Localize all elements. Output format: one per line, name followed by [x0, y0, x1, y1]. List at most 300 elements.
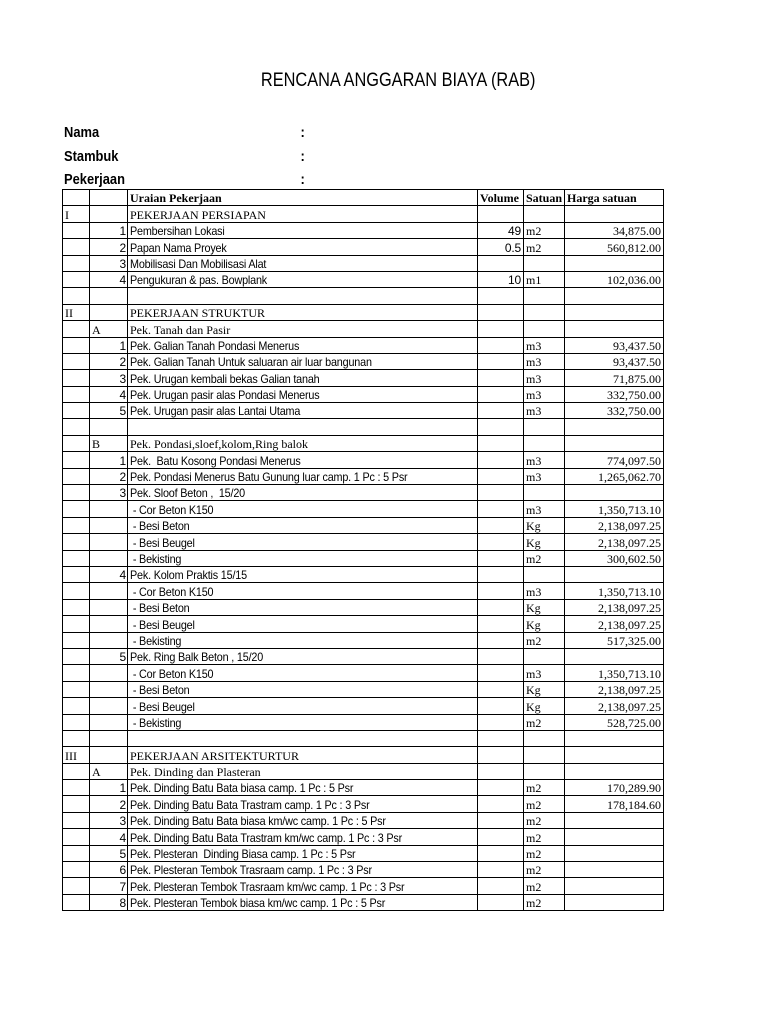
cell-section-roman: [63, 599, 90, 615]
header-uraian: Uraian Pekerjaan: [128, 190, 478, 206]
table-row: [63, 566, 664, 582]
cell-price: [565, 304, 664, 320]
description-text: - Cor Beton K150: [130, 584, 214, 599]
cell-volume: [478, 780, 524, 796]
table-row: [63, 665, 664, 681]
cell-description: [128, 665, 478, 681]
cell-volume: [478, 583, 524, 599]
cell-section-roman: [63, 796, 90, 812]
cell-volume: [478, 730, 524, 746]
cell-subsection: [90, 239, 128, 255]
cell-description: [128, 452, 478, 468]
meta-stambuk: [64, 148, 305, 165]
meta-label: Nama: [64, 124, 100, 141]
description-text: Pek. Plesteran Tembok biasa km/wc camp. 1 Pc : 5 Psr: [130, 896, 386, 911]
cell-price: 1,265,062.70: [565, 468, 664, 484]
cell-subsection: [90, 337, 128, 353]
table-header-row: [63, 190, 664, 206]
cell-unit: [524, 763, 565, 779]
cell-description: [128, 648, 478, 664]
cell-unit: m2: [524, 780, 565, 796]
description-text: Pek. Dinding Batu Bata biasa km/wc camp. 1 Pc : 5 Psr: [130, 814, 386, 829]
cell-unit: Kg: [524, 698, 565, 714]
cell-section-roman: [63, 337, 90, 353]
cell-price: 2,138,097.25: [565, 534, 664, 550]
cell-volume: [478, 665, 524, 681]
description-text: Mobilisasi Dan Mobilisasi Alat: [130, 256, 267, 271]
description-text: Pek. Dinding Batu Bata Trastram km/wc camp. 1 Pc : 3 Psr: [130, 830, 403, 845]
cell-price: 300,602.50: [565, 550, 664, 566]
cell-description: [128, 632, 478, 648]
table-row: [63, 206, 664, 222]
cell-volume: [478, 501, 524, 517]
cell-description: [128, 829, 478, 845]
cell-subsection: [90, 517, 128, 533]
cell-section-roman: [63, 485, 90, 501]
cell-description: [128, 812, 478, 828]
description-text: - Cor Beton K150: [130, 666, 214, 681]
cell-description: [128, 321, 478, 337]
description-text: Pek. Urugan kembali bekas Galian tanah: [130, 371, 320, 386]
cell-price: 528,725.00: [565, 714, 664, 730]
cell-subsection: [90, 894, 128, 910]
cell-description: [128, 370, 478, 386]
cell-description: [128, 730, 478, 746]
cell-description: [128, 239, 478, 255]
description-text: Pembersihan Lokasi: [130, 224, 225, 239]
cell-subsection: [90, 288, 128, 304]
cell-subsection: [90, 468, 128, 484]
cell-subsection: [90, 419, 128, 435]
cell-volume: [478, 845, 524, 861]
cell-volume: [478, 616, 524, 632]
meta-colon: :: [300, 171, 305, 188]
table-row: [63, 337, 664, 353]
cell-volume: [478, 812, 524, 828]
cell-section-roman: [63, 288, 90, 304]
item-number: 8: [119, 896, 126, 911]
description-text: Pek. Sloof Beton , 15/20: [130, 486, 245, 501]
cell-section-roman: [63, 878, 90, 894]
cell-volume: [478, 632, 524, 648]
description-text: Pek. Plesteran Dinding Biasa camp. 1 Pc : 5 Psr: [130, 847, 356, 862]
cell-subsection: [90, 403, 128, 419]
cell-section-roman: [63, 255, 90, 271]
cell-section-roman: [63, 763, 90, 779]
cell-subsection: [90, 632, 128, 648]
cell-subsection: [90, 714, 128, 730]
table-row: [63, 714, 664, 730]
cell-section-roman: [63, 435, 90, 451]
table-row: [63, 632, 664, 648]
cell-unit: Kg: [524, 534, 565, 550]
cell-description: [128, 271, 478, 287]
cell-section-roman: [63, 714, 90, 730]
cell-description: [128, 517, 478, 533]
cell-unit: [524, 566, 565, 582]
cell-subsection: [90, 386, 128, 402]
cell-unit: m2: [524, 632, 565, 648]
table-row: [63, 452, 664, 468]
cell-description: [128, 550, 478, 566]
cell-price: [565, 419, 664, 435]
cell-subsection: [90, 878, 128, 894]
description-text: Pek. Urugan pasir alas Pondasi Menerus: [130, 388, 320, 403]
cell-section-roman: [63, 468, 90, 484]
cell-subsection: [90, 206, 128, 222]
cell-unit: [524, 747, 565, 763]
table-row: [63, 812, 664, 828]
item-number: 1: [119, 338, 126, 353]
description-text: Pek. Dinding Batu Bata biasa camp. 1 Pc : 5 Psr: [130, 781, 354, 796]
cell-description: [128, 583, 478, 599]
cell-price: [565, 206, 664, 222]
cell-unit: [524, 485, 565, 501]
table-row: [63, 304, 664, 320]
cell-volume: [478, 255, 524, 271]
cell-section-roman: [63, 566, 90, 582]
item-number: 4: [119, 568, 126, 583]
cell-price: 1,350,713.10: [565, 665, 664, 681]
cell-subsection: [90, 485, 128, 501]
table-row: [63, 845, 664, 861]
cell-description: [128, 681, 478, 697]
table-row: [63, 829, 664, 845]
header-empty: [90, 190, 128, 206]
cell-section-roman: [63, 780, 90, 796]
header-harga: Harga satuan: [565, 190, 664, 206]
item-number: 3: [119, 814, 126, 829]
cell-subsection: [90, 730, 128, 746]
cell-price: [565, 763, 664, 779]
cell-unit: Kg: [524, 616, 565, 632]
description-text: Pek. Urugan pasir alas Lantai Utama: [130, 404, 301, 419]
table-row: [63, 763, 664, 779]
cell-description: [128, 763, 478, 779]
cell-price: 2,138,097.25: [565, 698, 664, 714]
cell-unit: [524, 648, 565, 664]
cell-section-roman: [63, 271, 90, 287]
cell-subsection: [90, 845, 128, 861]
item-number: 1: [119, 224, 126, 239]
cell-description: [128, 780, 478, 796]
cell-section-roman: [63, 698, 90, 714]
cell-section-roman: [63, 681, 90, 697]
item-number: 4: [119, 273, 126, 288]
description-text: - Bekisting: [130, 633, 182, 648]
table-row: [63, 698, 664, 714]
cell-price: [565, 435, 664, 451]
description-text: Pek. Pondasi Menerus Batu Gunung luar camp. 1 Pc : 5 Psr: [130, 470, 408, 485]
cell-unit: m2: [524, 812, 565, 828]
table-row: [63, 862, 664, 878]
header-empty: [63, 190, 90, 206]
cell-price: [565, 862, 664, 878]
cell-description: [128, 698, 478, 714]
cell-subsection: [90, 829, 128, 845]
cell-subsection: [90, 812, 128, 828]
cell-price: [565, 878, 664, 894]
cell-subsection: [90, 550, 128, 566]
meta-nama: [64, 124, 305, 141]
cell-price: 93,437.50: [565, 353, 664, 369]
cell-volume: [478, 517, 524, 533]
table-row: [63, 894, 664, 910]
description-text: - Besi Beton: [130, 683, 190, 698]
cell-unit: m3: [524, 386, 565, 402]
cell-unit: m2: [524, 550, 565, 566]
cell-volume: [478, 550, 524, 566]
cell-price: 2,138,097.25: [565, 517, 664, 533]
cell-volume: [478, 353, 524, 369]
table-row: [63, 747, 664, 763]
cell-subsection: [90, 599, 128, 615]
cell-price: 517,325.00: [565, 632, 664, 648]
cell-volume: [478, 714, 524, 730]
table-row: [63, 599, 664, 615]
cell-subsection: [90, 452, 128, 468]
cell-section-roman: II: [63, 304, 90, 320]
cell-unit: [524, 288, 565, 304]
cell-price: 560,812.00: [565, 239, 664, 255]
table-row: [63, 222, 664, 238]
cell-unit: m2: [524, 796, 565, 812]
cell-description: [128, 485, 478, 501]
description-text: Pengukuran & pas. Bowplank: [130, 273, 268, 288]
header-satuan: Satuan: [524, 190, 565, 206]
cell-price: 93,437.50: [565, 337, 664, 353]
cell-price: 1,350,713.10: [565, 583, 664, 599]
cell-subsection: [90, 583, 128, 599]
cell-description: [128, 747, 478, 763]
header-volume: Volume: [478, 190, 524, 206]
table-row: [63, 271, 664, 287]
cell-unit: m3: [524, 468, 565, 484]
cell-section-roman: [63, 321, 90, 337]
description-text: - Besi Beugel: [130, 535, 195, 550]
item-number: 3: [119, 371, 126, 386]
cell-subsection: [90, 796, 128, 812]
subsection-letter: A: [92, 322, 101, 337]
cell-volume: [478, 468, 524, 484]
subsection-letter: B: [92, 437, 101, 452]
cell-volume: [478, 452, 524, 468]
cell-volume: [478, 878, 524, 894]
cell-volume: [478, 681, 524, 697]
cell-unit: m2: [524, 845, 565, 861]
cell-unit: Kg: [524, 517, 565, 533]
cell-description: [128, 353, 478, 369]
cell-price: 332,750.00: [565, 386, 664, 402]
description-text: - Besi Beugel: [130, 617, 195, 632]
item-number: 4: [119, 388, 126, 403]
item-number: 4: [119, 830, 126, 845]
meta-colon: :: [300, 124, 305, 141]
cell-volume: [478, 648, 524, 664]
cell-price: [565, 566, 664, 582]
cell-description: [128, 616, 478, 632]
cell-description: [128, 599, 478, 615]
cell-unit: m3: [524, 403, 565, 419]
cell-price: 2,138,097.25: [565, 599, 664, 615]
table-row: [63, 321, 664, 337]
cell-description: [128, 304, 478, 320]
cell-unit: m3: [524, 370, 565, 386]
cell-subsection: [90, 681, 128, 697]
cell-price: 2,138,097.25: [565, 616, 664, 632]
cell-unit: [524, 304, 565, 320]
cell-description: [128, 796, 478, 812]
table-row: [63, 517, 664, 533]
cell-unit: [524, 435, 565, 451]
description-text: - Besi Beton: [130, 519, 190, 534]
cell-unit: [524, 206, 565, 222]
cell-subsection: [90, 370, 128, 386]
cell-description: [128, 862, 478, 878]
table-row: [63, 780, 664, 796]
cell-price: [565, 321, 664, 337]
cell-unit: Kg: [524, 681, 565, 697]
cell-price: 170,289.90: [565, 780, 664, 796]
cell-subsection: [90, 665, 128, 681]
cell-volume: 0.5: [478, 239, 524, 255]
cell-price: [565, 747, 664, 763]
cell-section-roman: I: [63, 206, 90, 222]
cell-price: [565, 812, 664, 828]
cell-unit: [524, 419, 565, 435]
cell-price: 1,350,713.10: [565, 501, 664, 517]
cell-description: [128, 714, 478, 730]
description-text: Pek. Plesteran Tembok Trasraam camp. 1 Pc : 3 Psr: [130, 863, 372, 878]
cell-volume: [478, 206, 524, 222]
cell-unit: m1: [524, 271, 565, 287]
cell-description: [128, 403, 478, 419]
cell-section-roman: [63, 862, 90, 878]
cell-unit: Kg: [524, 599, 565, 615]
description-text: PEKERJAAN ARSITEKTURTUR: [130, 748, 299, 763]
cell-section-roman: [63, 386, 90, 402]
cell-unit: m3: [524, 353, 565, 369]
cell-unit: m2: [524, 829, 565, 845]
cell-price: [565, 485, 664, 501]
cell-price: 774,097.50: [565, 452, 664, 468]
cell-subsection: [90, 780, 128, 796]
table-row: [63, 534, 664, 550]
description-text: Pek. Plesteran Tembok Trasraam km/wc camp. 1 Pc : 3 Psr: [130, 879, 405, 894]
table-row: [63, 501, 664, 517]
cell-subsection: [90, 698, 128, 714]
description-text: - Cor Beton K150: [130, 502, 214, 517]
item-number: 2: [119, 240, 126, 255]
description-text: Pek. Ring Balk Beton , 15/20: [130, 650, 264, 665]
table-row: [63, 485, 664, 501]
item-number: 5: [119, 650, 126, 665]
cell-subsection: [90, 648, 128, 664]
cell-unit: [524, 730, 565, 746]
item-number: 6: [119, 863, 126, 878]
description-text: Pek. Dinding dan Plasteran: [130, 765, 261, 780]
table-row: [63, 419, 664, 435]
cell-volume: [478, 829, 524, 845]
cell-section-roman: [63, 419, 90, 435]
item-number: 1: [119, 781, 126, 796]
cell-subsection: [90, 435, 128, 451]
description-text: Papan Nama Proyek: [130, 240, 227, 255]
description-text: Pek. Galian Tanah Pondasi Menerus: [130, 338, 300, 353]
cell-volume: 49: [478, 222, 524, 238]
cell-volume: [478, 747, 524, 763]
cell-subsection: [90, 747, 128, 763]
table-row: [63, 648, 664, 664]
cell-unit: [524, 321, 565, 337]
cell-subsection: [90, 255, 128, 271]
item-number: 2: [119, 355, 126, 370]
item-number: 3: [119, 486, 126, 501]
cell-section-roman: [63, 730, 90, 746]
subsection-letter: A: [92, 765, 101, 780]
cell-price: 71,875.00: [565, 370, 664, 386]
cell-section-roman: [63, 370, 90, 386]
cell-price: 2,138,097.25: [565, 681, 664, 697]
cell-description: [128, 386, 478, 402]
cell-section-roman: [63, 222, 90, 238]
cell-description: [128, 255, 478, 271]
table-row: [63, 878, 664, 894]
table-row: [63, 468, 664, 484]
description-text: - Bekisting: [130, 551, 182, 566]
cell-unit: m2: [524, 239, 565, 255]
cell-subsection: [90, 304, 128, 320]
cell-description: [128, 206, 478, 222]
item-number: 2: [119, 797, 126, 812]
cell-unit: m2: [524, 878, 565, 894]
description-text: - Besi Beugel: [130, 699, 195, 714]
cell-section-roman: [63, 501, 90, 517]
cell-section-roman: [63, 517, 90, 533]
cell-price: 332,750.00: [565, 403, 664, 419]
meta-label: Pekerjaan: [64, 171, 125, 188]
cell-volume: [478, 698, 524, 714]
cell-unit: m2: [524, 222, 565, 238]
item-number: 7: [119, 879, 126, 894]
table-row: [63, 681, 664, 697]
cell-price: 178,184.60: [565, 796, 664, 812]
cell-section-roman: III: [63, 747, 90, 763]
cell-volume: [478, 566, 524, 582]
cell-price: [565, 829, 664, 845]
cell-volume: [478, 763, 524, 779]
cell-description: [128, 894, 478, 910]
description-text: Pek. Dinding Batu Bata Trastram camp. 1 Pc : 3 Psr: [130, 797, 370, 812]
cell-price: [565, 288, 664, 304]
cell-subsection: [90, 321, 128, 337]
cell-description: [128, 845, 478, 861]
description-text: PEKERJAAN STRUKTUR: [130, 306, 266, 321]
cell-section-roman: [63, 894, 90, 910]
cell-description: [128, 288, 478, 304]
item-number: 5: [119, 847, 126, 862]
cell-unit: m2: [524, 894, 565, 910]
cell-section-roman: [63, 665, 90, 681]
cell-unit: m3: [524, 337, 565, 353]
item-number: 2: [119, 470, 126, 485]
table-row: [63, 239, 664, 255]
meta-label: Stambuk: [64, 148, 119, 165]
cell-subsection: [90, 271, 128, 287]
cell-description: [128, 337, 478, 353]
cell-volume: 10: [478, 271, 524, 287]
meta-pekerjaan: [64, 171, 305, 188]
